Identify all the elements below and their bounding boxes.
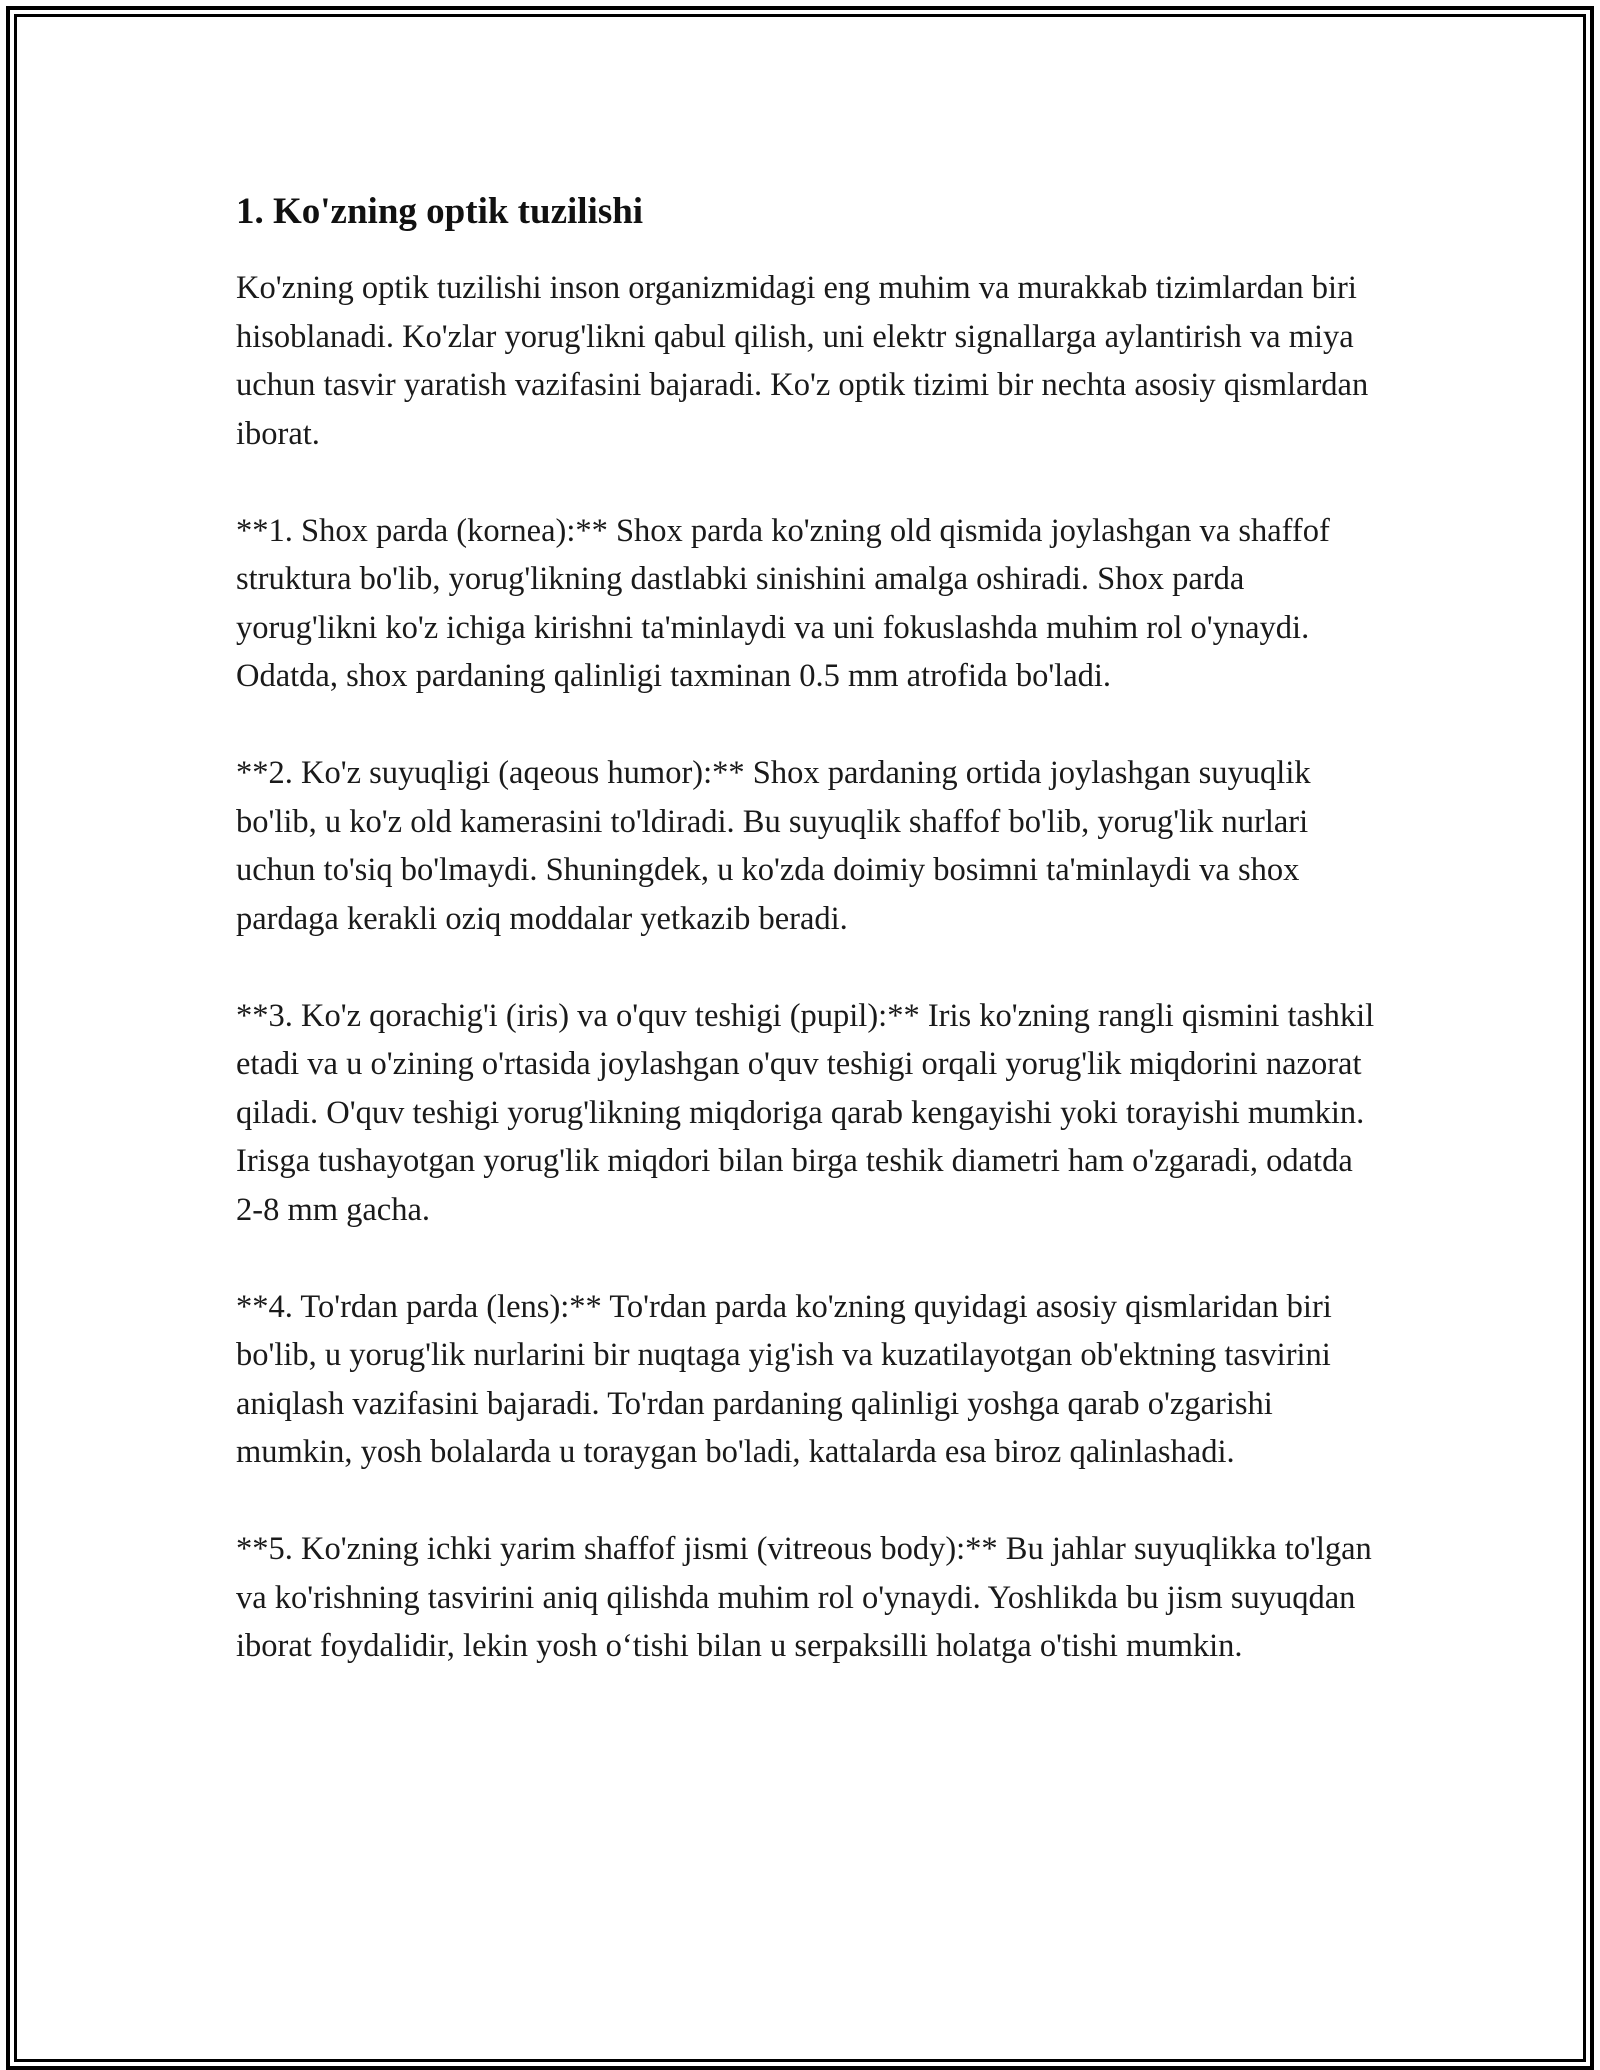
section-heading: 1. Ko'zning optik tuzilishi <box>236 191 644 232</box>
paragraph-iris-pupil: **3. Ko'z qorachig'i (iris) va o'quv teshigi (pupil):** Iris ko'zning rangli qismini tashkil etadi va u o'zining o'rtasida joylashgan o'quv teshigi orqali yorug'lik miqdorini nazorat qiladi. O'quv teshigi yorug'likning miqdoriga qarab kengayishi yoki torayishi mumkin. Irisga tushayotgan yorug'lik miqdori bilan birga teshik diametri ham o'zgaradi, odatda 2-8 mm gacha. <box>236 997 1375 1228</box>
paragraph-intro: Ko'zning optik tuzilishi inson organizmidagi eng muhim va murakkab tizimlardan biri hisoblanadi. Ko'zlar yorug'likni qabul qilish, uni elektr signallarga aylantirish va miya uchun tasvir yaratish vazifasini bajaradi. Ko'z optik tizimi bir nechta asosiy qismlardan iborat. <box>236 270 1369 452</box>
paragraph-vitreous-body: **5. Ko'zning ichki yarim shaffof jismi (vitreous body):** Bu jahlar suyuqlikka to'lgan va ko'rishning tasvirini aniq qilishda muhim rol o'ynaydi. Yoshlikda bu jism suyuqdan iborat foydalidir, lekin yosh o‘tishi bilan u serpaksilli holatga o'tishi mumkin. <box>236 1531 1372 1664</box>
paragraph-lens: **4. To'rdan parda (lens):** To'rdan parda ko'zning quyidagi asosiy qismlaridan biri bo'lib, u yorug'lik nurlarini bir nuqtaga yig'ish va kuzatilayotgan ob'ektning tasvirini aniqlash vazifasini bajaradi. To'rdan pardaning qalinligi yoshga qarab o'zgarishi mumkin, yosh bolalarda u toraygan bo'ladi, kattalarda esa biroz qalinlashadi. <box>236 1288 1332 1470</box>
paragraph-aqueous-humor: **2. Ko'z suyuqligi (aqeous humor):** Shox pardaning ortida joylashgan suyuqlik bo'lib, u ko'z old kamerasini to'ldiradi. Bu suyuqlik shaffof bo'lib, yorug'lik nurlari uchun to'siq bo'lmaydi. Shuningdek, u ko'zda doimiy bosimni ta'minlaydi va shox pardaga kerakli oziq moddalar yetkazib beradi. <box>236 755 1311 937</box>
document-body <box>236 188 1376 1719</box>
paragraph-cornea: **1. Shox parda (kornea):** Shox parda ko'zning old qismida joylashgan va shaffof struktura bo'lib, yorug'likning dastlabki sinishini amalga oshiradi. Shox parda yorug'likni ko'z ichiga kirishni ta'minlaydi va uni fokuslashda muhim rol o'ynaydi. Odatda, shox pardaning qalinligi taxminan 0.5 mm atrofida bo'ladi. <box>236 512 1330 694</box>
